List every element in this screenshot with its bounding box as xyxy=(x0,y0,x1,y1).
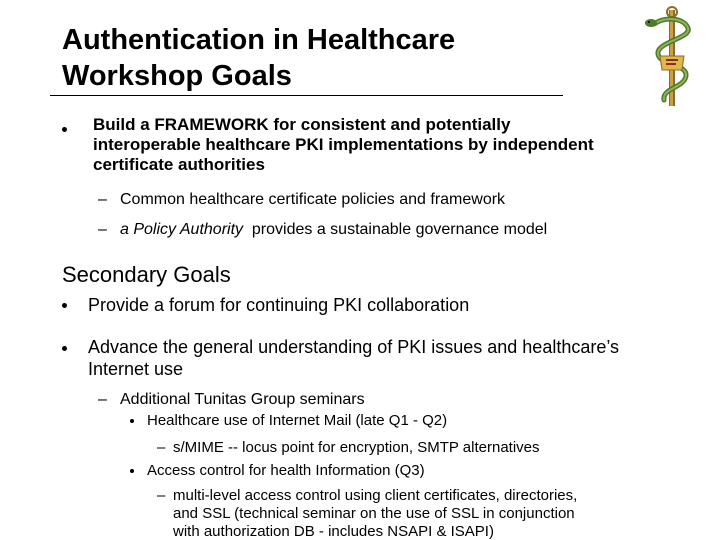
mail-seminar: Healthcare use of Internet Mail (late Q1 - Q2) xyxy=(147,412,448,429)
bullet-access xyxy=(130,469,134,473)
bullet-mail xyxy=(130,419,134,423)
dash-access-sub: – xyxy=(157,487,166,504)
bullet-main-goal xyxy=(62,127,67,132)
secondary-goals-heading: Secondary Goals xyxy=(62,262,231,287)
dash-sub-1: – xyxy=(98,191,107,208)
title-underline xyxy=(50,95,563,96)
access-detail-line-3: with authorization DB - includes NSAPI & ISAPI) xyxy=(173,523,494,540)
policy-authority-term: a Policy Authority xyxy=(120,221,244,238)
caduceus-icon xyxy=(640,4,704,108)
title-line-2: Workshop Goals xyxy=(62,60,292,92)
main-goal-line-3: certificate authorities xyxy=(93,155,265,174)
advance-line-1: Advance the general understanding of PKI issues and healthcare’s xyxy=(88,337,620,357)
advance-line-2: Internet use xyxy=(88,359,184,379)
dash-sub-2: – xyxy=(98,221,107,238)
access-detail-line-2: and SSL (technical seminar on the use of SSL in conjunction xyxy=(173,505,575,522)
slide-title xyxy=(62,22,455,94)
access-detail-line-1: multi-level access control using client certificates, directories, xyxy=(173,487,578,504)
bullet-advance xyxy=(62,346,67,351)
dash-mail-sub: – xyxy=(157,439,166,456)
title-line-1: Authentication in Healthcare xyxy=(62,24,456,56)
bullet-forum xyxy=(62,303,67,308)
policy-authority-desc: provides a sustainable governance model xyxy=(251,221,548,238)
sub-item-policies: Common healthcare certificate policies and framework xyxy=(120,191,506,208)
forum-text: Provide a forum for continuing PKI collaboration xyxy=(88,295,470,315)
advance-text xyxy=(88,336,619,380)
sub-item-policy-authority xyxy=(120,220,547,240)
dash-seminars: – xyxy=(98,391,107,408)
mail-seminar-detail: s/MIME -- locus point for encryption, SMTP alternatives xyxy=(173,439,540,456)
access-seminar-detail xyxy=(173,487,577,540)
seminars-heading: Additional Tunitas Group seminars xyxy=(120,391,365,408)
main-goal-line-2: interoperable healthcare PKI implementations by independent xyxy=(93,135,594,154)
access-seminar: Access control for health Information (Q3) xyxy=(147,462,425,479)
main-goal-text xyxy=(93,115,594,175)
main-goal-line-1: Build a FRAMEWORK for consistent and potentially xyxy=(93,115,511,134)
